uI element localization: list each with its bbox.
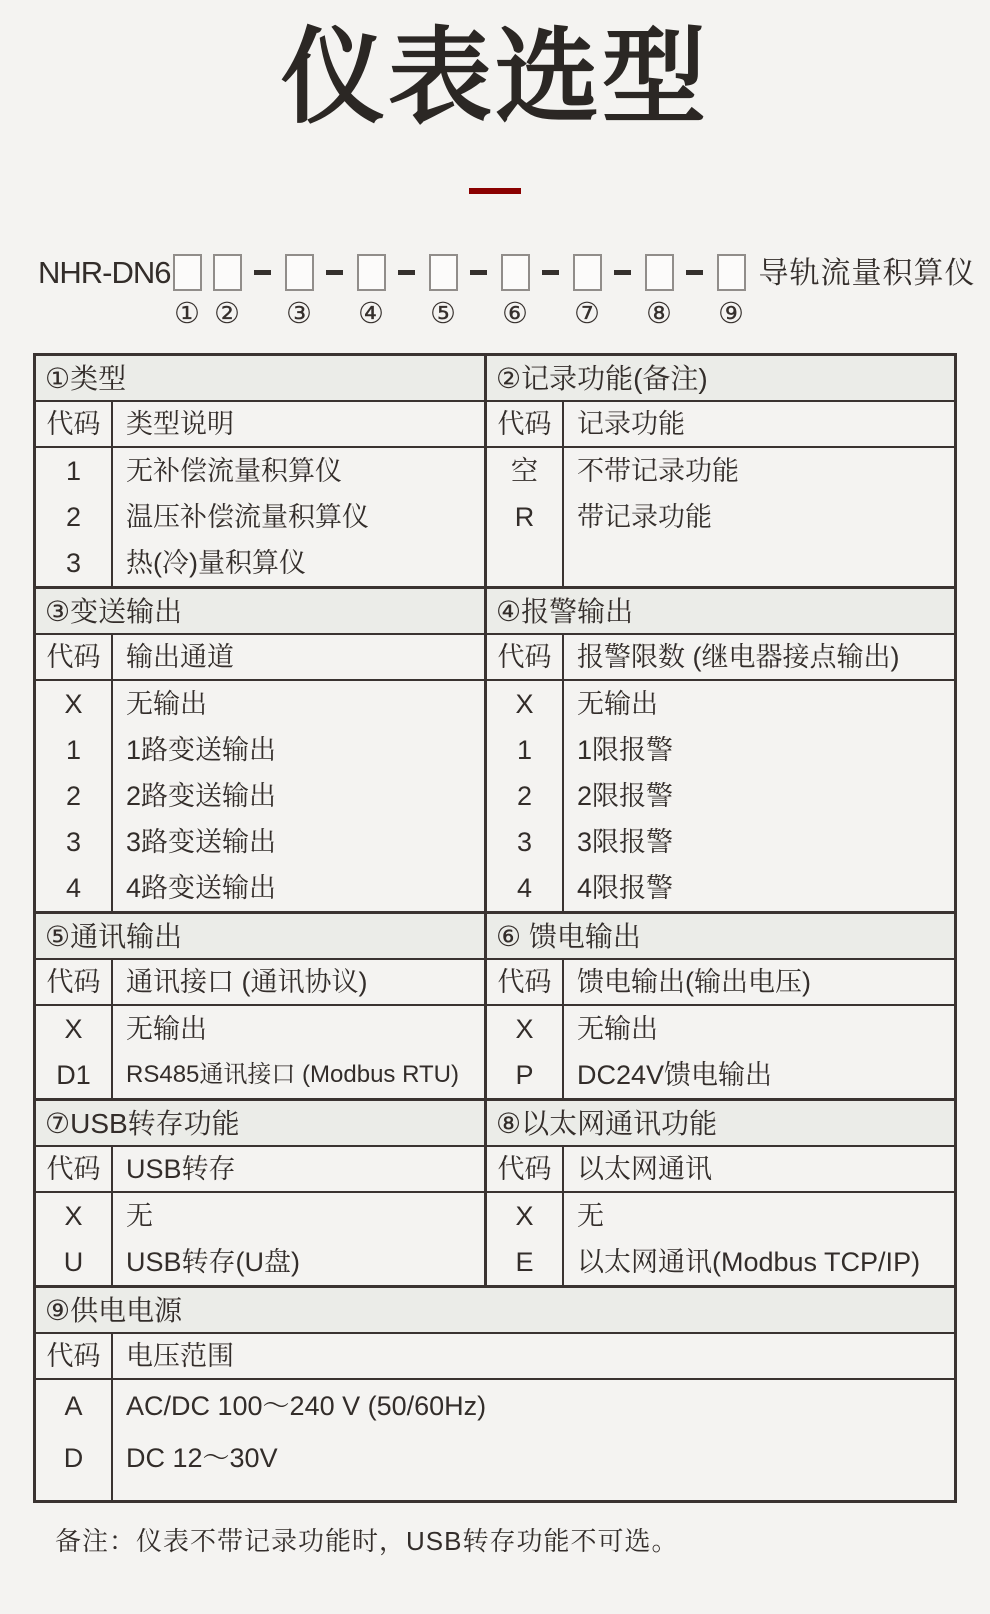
desc-cell: 3限报警 <box>577 827 674 858</box>
code-header: 代码 <box>487 1147 564 1191</box>
desc-cell: DC 12～30V <box>126 1443 278 1474</box>
desc-cell: 无输出 <box>577 689 658 720</box>
code-header: 代码 <box>36 1334 113 1378</box>
model-dash <box>398 270 415 275</box>
model-dash <box>686 270 703 275</box>
model-code-box <box>429 254 458 291</box>
model-slot-9 <box>717 254 746 331</box>
section-8-header: ⑧以太网通讯功能 <box>487 1101 954 1147</box>
desc-cell: 3路变送输出 <box>126 827 277 858</box>
desc-cell: 2限报警 <box>577 781 674 812</box>
section-3-subheader <box>36 635 484 681</box>
desc-cell: 4路变送输出 <box>126 873 277 904</box>
code-cell: X <box>64 1201 83 1232</box>
code-header: 代码 <box>36 635 113 679</box>
section-3 <box>36 589 484 911</box>
position-number: ⑤ <box>430 298 456 331</box>
desc-cell: RS485通讯接口 (Modbus RTU) <box>126 1061 459 1089</box>
desc-header: 报警限数 (继电器接点输出) <box>577 642 900 673</box>
section-5-subheader <box>36 960 484 1006</box>
desc-column <box>564 448 954 586</box>
table-pair-4 <box>36 1101 954 1288</box>
desc-cell: 1路变送输出 <box>126 735 277 766</box>
code-cell: R <box>514 502 535 533</box>
section-5-body <box>36 1006 484 1098</box>
code-cell: 2 <box>65 781 82 812</box>
code-header: 代码 <box>487 960 564 1004</box>
code-cell: 1 <box>516 735 533 766</box>
code-header: 代码 <box>36 1147 113 1191</box>
position-number: ⑦ <box>574 298 600 331</box>
code-cell: 空 <box>511 456 538 487</box>
model-dash <box>542 270 559 275</box>
code-cell: D1 <box>56 1060 91 1091</box>
desc-header: 记录功能 <box>577 409 685 440</box>
desc-header: 类型说明 <box>126 409 234 440</box>
section-8-body <box>487 1193 954 1285</box>
code-cell: U <box>63 1247 84 1278</box>
code-cell: 3 <box>65 827 82 858</box>
desc-cell: 无输出 <box>126 1014 207 1045</box>
desc-cell: DC24V馈电输出 <box>577 1060 773 1091</box>
desc-column <box>113 1006 484 1098</box>
section-8-subheader <box>487 1147 954 1193</box>
model-code-box <box>717 254 746 291</box>
model-slot-7 <box>573 254 602 331</box>
section-9 <box>36 1288 954 1500</box>
desc-cell: 无输出 <box>126 689 207 720</box>
desc-header: USB转存 <box>126 1154 236 1185</box>
code-header: 代码 <box>36 402 113 446</box>
section-6-header: ⑥ 馈电输出 <box>487 914 954 960</box>
desc-cell: 2路变送输出 <box>126 781 277 812</box>
model-slot-1 <box>173 254 202 331</box>
section-7-header: ⑦USB转存功能 <box>36 1101 484 1147</box>
section-9-header: ⑨供电电源 <box>36 1288 954 1334</box>
desc-column <box>564 1193 954 1285</box>
model-code-box <box>173 254 202 291</box>
desc-header: 输出通道 <box>126 642 234 673</box>
code-cell: X <box>515 1014 534 1045</box>
section-4-subheader <box>487 635 954 681</box>
position-number: ② <box>214 298 240 331</box>
desc-column <box>113 1193 484 1285</box>
code-column <box>36 448 113 586</box>
code-cell: X <box>64 689 83 720</box>
desc-header: 电压范围 <box>126 1341 234 1372</box>
model-dash <box>326 270 343 275</box>
section-2-header: ②记录功能(备注) <box>487 356 954 402</box>
section-4 <box>484 589 954 911</box>
position-number: ⑧ <box>646 298 672 331</box>
model-code-box <box>573 254 602 291</box>
desc-cell: 无 <box>577 1201 604 1232</box>
code-cell: 3 <box>516 827 533 858</box>
code-cell: 4 <box>516 873 533 904</box>
table-pair-3 <box>36 914 954 1101</box>
selection-table <box>33 353 957 1503</box>
desc-column <box>113 1380 954 1500</box>
model-slot-5 <box>429 254 458 331</box>
code-column <box>36 1193 113 1285</box>
code-column <box>487 681 564 911</box>
section-6-body <box>487 1006 954 1098</box>
section-9-body <box>36 1380 954 1500</box>
section-9-subheader <box>36 1334 954 1380</box>
code-column <box>487 1006 564 1098</box>
code-cell: 2 <box>516 781 533 812</box>
code-column <box>487 448 564 586</box>
code-cell: 1 <box>65 735 82 766</box>
section-1 <box>36 356 484 586</box>
section-7-body <box>36 1193 484 1285</box>
position-number: ③ <box>286 298 312 331</box>
desc-cell: 1限报警 <box>577 735 674 766</box>
model-dash <box>614 270 631 275</box>
model-code-box <box>213 254 242 291</box>
section-1-subheader <box>36 402 484 448</box>
code-header: 代码 <box>36 960 113 1004</box>
desc-column <box>113 448 484 586</box>
desc-column <box>564 681 954 911</box>
table-pair-1 <box>36 356 954 589</box>
desc-cell: 无输出 <box>577 1014 658 1045</box>
code-column <box>36 1380 113 1500</box>
desc-cell: 4限报警 <box>577 873 674 904</box>
desc-header: 通讯接口 (通讯协议) <box>126 967 368 998</box>
section-6 <box>484 914 954 1098</box>
desc-cell: 温压补偿流量积算仪 <box>126 502 369 533</box>
code-cell: E <box>515 1247 534 1278</box>
position-number: ⑨ <box>718 298 744 331</box>
desc-cell: USB转存(U盘) <box>126 1247 300 1278</box>
code-header: 代码 <box>487 402 564 446</box>
section-5 <box>36 914 484 1098</box>
code-cell: D <box>63 1443 84 1474</box>
code-cell: X <box>515 1201 534 1232</box>
section-1-header: ①类型 <box>36 356 484 402</box>
section-7 <box>36 1101 484 1285</box>
desc-cell: 热(冷)量积算仪 <box>126 548 306 579</box>
desc-cell: 带记录功能 <box>577 502 712 533</box>
code-cell: X <box>515 689 534 720</box>
model-slot-4 <box>357 254 386 331</box>
code-cell: 2 <box>65 502 82 533</box>
section-1-body <box>36 448 484 586</box>
position-number: ④ <box>358 298 384 331</box>
model-slot-3 <box>285 254 314 331</box>
table-pair-5 <box>36 1288 954 1500</box>
table-pair-2 <box>36 589 954 914</box>
section-4-header: ④报警输出 <box>487 589 954 635</box>
code-cell: A <box>64 1391 83 1422</box>
section-2-body <box>487 448 954 586</box>
position-number: ⑥ <box>502 298 528 331</box>
section-3-header: ③变送输出 <box>36 589 484 635</box>
model-code-box <box>645 254 674 291</box>
section-7-subheader <box>36 1147 484 1193</box>
code-column <box>36 681 113 911</box>
desc-header: 以太网通讯 <box>577 1154 712 1185</box>
section-5-header: ⑤通讯输出 <box>36 914 484 960</box>
product-name: 导轨流量积算仪 <box>758 257 976 291</box>
section-3-body <box>36 681 484 911</box>
model-dash <box>254 270 271 275</box>
code-header: 代码 <box>487 635 564 679</box>
code-cell: X <box>64 1014 83 1045</box>
title-accent-bar <box>469 188 521 194</box>
desc-cell: 无补偿流量积算仪 <box>126 456 342 487</box>
position-number: ① <box>174 298 200 331</box>
code-column <box>487 1193 564 1285</box>
section-4-body <box>487 681 954 911</box>
section-6-subheader <box>487 960 954 1006</box>
desc-column <box>113 681 484 911</box>
section-8 <box>484 1101 954 1285</box>
code-cell: 3 <box>65 548 82 579</box>
desc-cell: 以太网通讯(Modbus TCP/IP) <box>577 1247 921 1278</box>
model-dash <box>470 270 487 275</box>
code-column <box>36 1006 113 1098</box>
model-prefix: NHR-DN6 <box>38 255 171 291</box>
model-code-box <box>357 254 386 291</box>
code-cell: P <box>515 1060 534 1091</box>
desc-column <box>564 1006 954 1098</box>
desc-header: 馈电输出(输出电压) <box>577 967 811 998</box>
model-code-box <box>501 254 530 291</box>
desc-cell: 无 <box>126 1201 153 1232</box>
model-slot-6 <box>501 254 530 331</box>
code-cell: 1 <box>65 456 82 487</box>
code-cell: 4 <box>65 873 82 904</box>
desc-cell: AC/DC 100～240 V (50/60Hz) <box>126 1391 487 1422</box>
model-slot-8 <box>645 254 674 331</box>
desc-cell: 不带记录功能 <box>577 456 739 487</box>
section-2-subheader <box>487 402 954 448</box>
model-slot-2 <box>213 254 242 331</box>
section-2 <box>484 356 954 586</box>
model-code-box <box>285 254 314 291</box>
page-title: 仪表选型 <box>280 20 709 136</box>
footnote: 备注：仪表不带记录功能时，USB转存功能不可选。 <box>55 1526 679 1557</box>
model-code-line <box>38 254 990 331</box>
